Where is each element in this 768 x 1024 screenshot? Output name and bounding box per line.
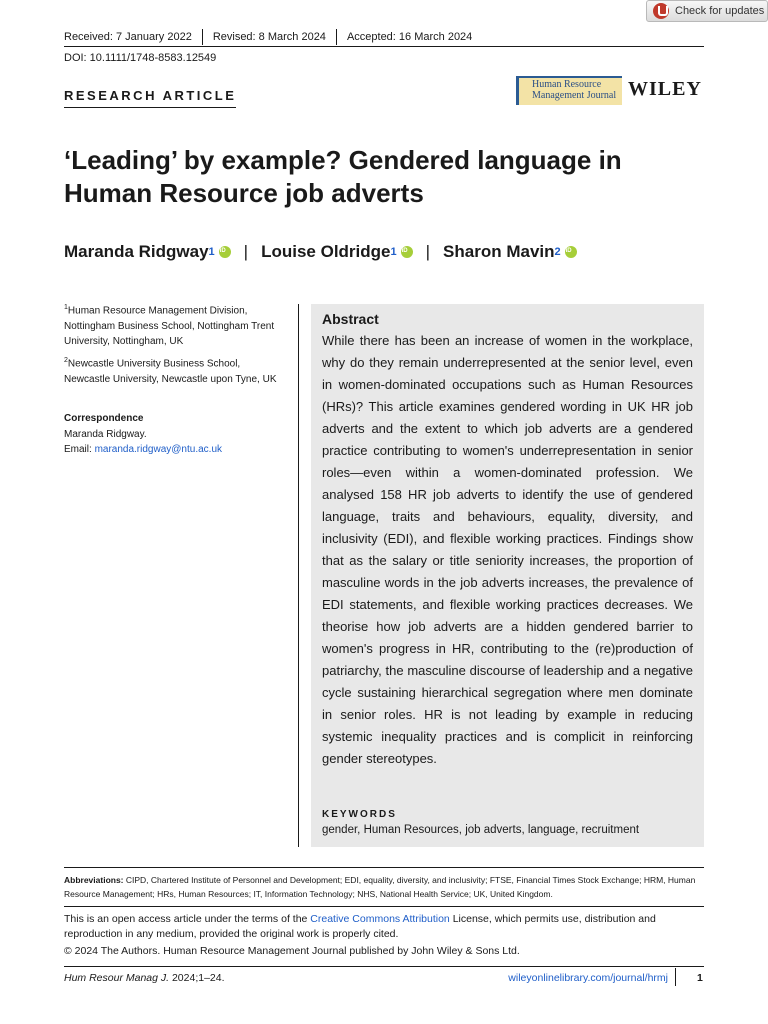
citation-details: 2024;1–24. [169,972,225,984]
affiliation-text: Newcastle University Business School, Newcastle University, Newcastle upon Tyne, UK [64,358,277,385]
license-divider [64,906,704,907]
correspondence-heading: Correspondence [64,413,144,424]
author-separator: | [243,242,249,261]
copyright: © 2024 The Authors. Human Resource Management Journal published by John Wiley & Sons Ltd. [64,945,520,957]
abstract-box [311,304,704,847]
keywords: gender, Human Resources, job adverts, language, recruitment [322,824,640,836]
abstract-heading: Abstract [322,311,379,327]
affiliations [64,300,284,390]
abbreviations-label: Abbreviations: [64,875,124,885]
affiliation-item [64,300,284,350]
affiliation-item [64,353,284,387]
orcid-icon[interactable] [219,246,231,258]
check-updates-icon [653,3,669,19]
keywords-heading: KEYWORDS [322,809,397,820]
affiliation-number: 2 [64,356,68,364]
abbreviations [64,873,704,901]
abstract-text: While there has been an increase of women in the workplace, why do they remain underrepresented at the senior level, even in women-dominated occupations such as Human Resources (HRs)? This article examines gendered wording in UK HR job adverts and the extent to which job adverts are a gendered practice contributing to women's underrepresentation in senior roles—even within a women-dominated profession. We analysed 158 HR job adverts to identify the use of gendered language, traits and behaviours, equality, diversity, and inclusivity (EDI), and flexible working practices. Findings show that as the salary or title seniority increases, the proportion of masculine words in the job adverts increases, the prevalence of EDI statements, and flexible working practices decreases. We theorise how job adverts are a hidden gendered barrier to women's progress in HR, contributing to the (re)production of patriarchy, the masculine discourse of leadership and a negative cycle sustaining hierarchical segregation where men dominate in senior roles. HR is not leading by example in reducing systemic inequality practices and is complicit in reinforcing gender stereotypes. [322,333,693,766]
citation [64,972,225,984]
orcid-icon[interactable] [401,246,413,258]
citation-journal: Hum Resour Manag J. [64,972,170,984]
received-date: Received: 7 January 2022 [64,31,192,43]
email-link[interactable]: maranda.ridgway@ntu.ac.uk [94,444,222,455]
correspondence-email-line [64,442,284,458]
journal-url-link[interactable]: wileyonlinelibrary.com/journal/hrmj [508,972,668,984]
affiliation-text: Human Resource Management Division, Nottingham Business School, Nottingham Trent University, Nottingham, UK [64,305,275,348]
abbreviations-text: CIPD, Chartered Institute of Personnel and Development; EDI, equality, diversity, and inclusivity; FTSE, Financial Times Stock Exchange; HRM, Human Resource Management; HRs, Human Resources; IT, Information Technology; NHS, National Health Service; UK, United Kingdom. [64,875,696,899]
footer-separator [675,968,676,986]
correspondence [64,411,284,458]
author-name[interactable]: Maranda Ridgway [64,242,209,261]
column-divider [298,304,299,847]
accepted-date: Accepted: 16 March 2024 [336,29,482,45]
footer-divider [64,966,704,967]
check-updates-label: Check for updates [675,5,765,17]
creative-commons-link[interactable]: Creative Commons Attribution [310,913,450,925]
header-divider [64,46,704,47]
footnote-divider [64,867,704,868]
doi[interactable]: DOI: 10.1111/1748-8583.12549 [64,52,217,64]
author-separator: | [425,242,431,261]
affiliation-number: 1 [64,304,68,311]
email-label: Email: [64,444,95,455]
journal-logo-line1: Human Resource [532,79,602,90]
author-list: Maranda Ridgway 1 iD | Louise Oldridge 1 iD | Sharon Mavin 2 iD [64,242,577,262]
page-number: 1 [697,972,703,984]
journal-logo[interactable] [516,76,622,105]
article-title: ‘Leading’ by example? Gendered language in Human Resource job adverts [64,145,622,208]
revised-date: Revised: 8 March 2024 [202,29,336,45]
check-for-updates-button[interactable] [646,0,768,22]
article-type: RESEARCH ARTICLE [64,88,236,108]
open-access-notice [64,912,704,942]
open-access-post: License, which permits use, distribution and reproduction in any medium, provided the original work is properly cited. [64,913,656,940]
publisher-logo[interactable]: WILEY [628,78,702,100]
author-name[interactable]: Louise Oldridge [261,242,391,261]
article-dates [64,29,482,45]
orcid-icon[interactable] [565,246,577,258]
open-access-pre: This is an open access article under the terms of the [64,913,311,925]
author-name[interactable]: Sharon Mavin [443,242,555,261]
correspondence-name: Maranda Ridgway. [64,428,147,440]
journal-logo-line2: Management Journal [532,90,617,101]
